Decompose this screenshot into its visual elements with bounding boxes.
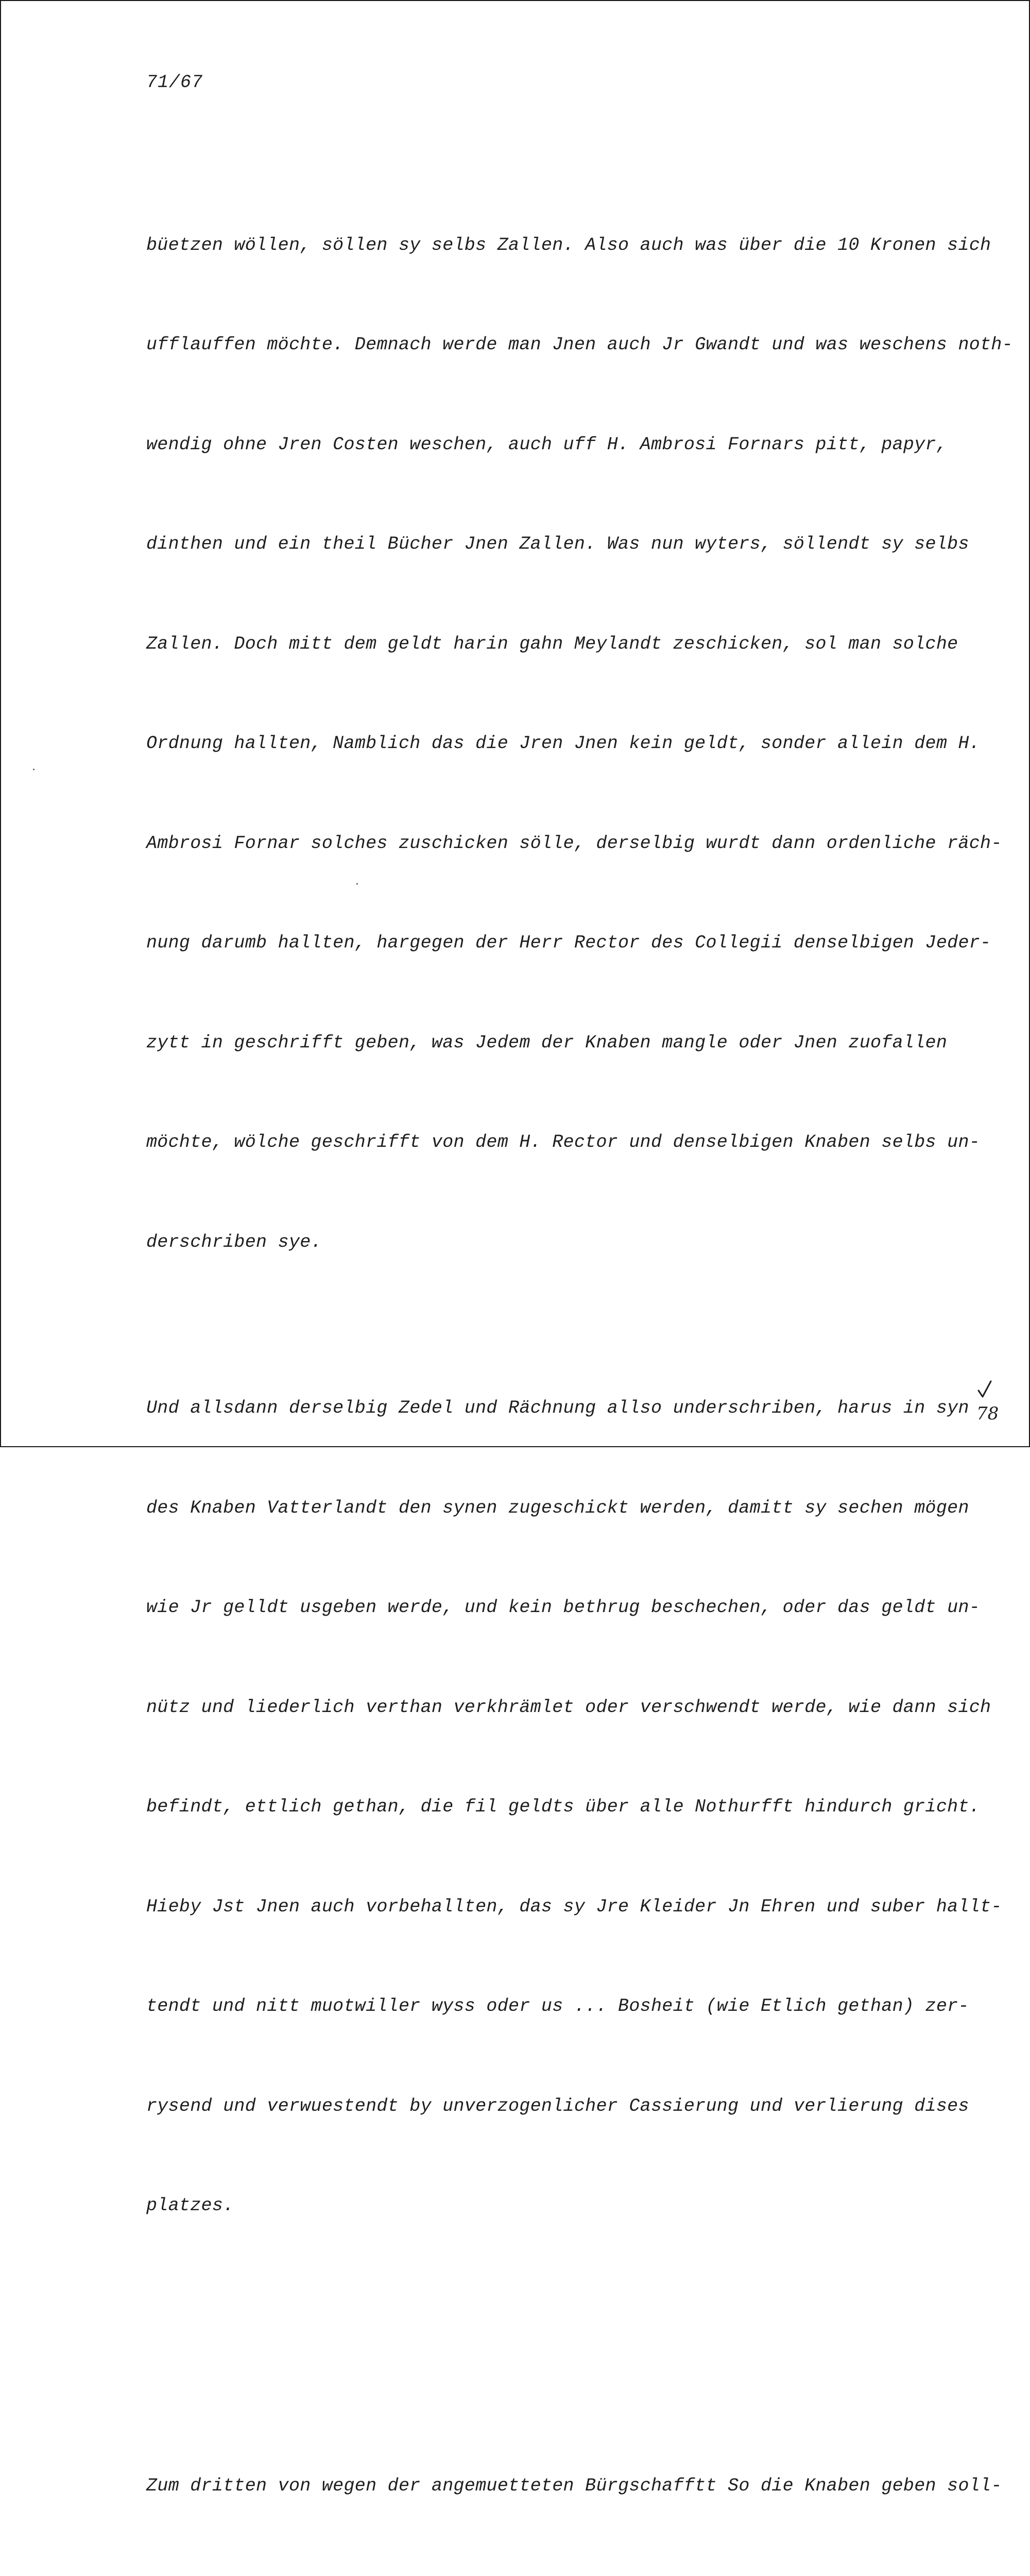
text-line: Ordnung hallten, Namblich das die Jren Jnen kein geldt, sonder allein dem H. (146, 727, 991, 760)
text-line: möchte, wölche geschrifft von dem H. Rector und denselbigen Knaben selbs un- (146, 1126, 991, 1159)
folio-number: 71/67 (146, 72, 203, 93)
text-line: nütz und liederlich verthan verkhrämlet oder verschwendt werde, wie dann sich (146, 1691, 991, 1724)
text-line: befindt, ettlich gethan, die fil geldts über alle Nothurfft hindurch gricht. (146, 1790, 991, 1824)
text-line: dinthen und ein theil Bücher Jnen Zallen. Was nun wyters, söllendt sy selbs (146, 528, 991, 561)
text-line: nung darumb hallten, hargegen der Herr Rector des Collegii denselbigen Jeder- (146, 926, 991, 960)
text-line: Zallen. Doch mitt dem geldt harin gahn Meylandt zeschicken, sol man solche (146, 628, 991, 661)
text-line: Zum dritten von wegen der angemuetteten Bürgschafftt So die Knaben geben soll- (146, 2469, 991, 2503)
body-text (146, 129, 991, 2576)
marginal-note (971, 1379, 1002, 1426)
paragraph-gap (146, 2322, 991, 2336)
text-line: rysend und verwuestendt by unverzogenlicher Cassierung und verlierung dises (146, 2090, 991, 2123)
text-line: Hieby Jst Jnen auch vorbehallten, das sy Jre Kleider Jn Ehren und suber hallt- (146, 1890, 991, 1924)
text-line: wie Jr gelldt usgeben werde, und kein bethrug beschechen, oder das geldt un- (146, 1591, 991, 1624)
text-line: wendig ohne Jren Costen weschen, auch uff H. Ambrosi Fornars pitt, papyr, (146, 428, 991, 462)
scan-speck (33, 769, 35, 770)
text-line: platzes. (146, 2189, 991, 2223)
text-line: derschriben sye. (146, 1226, 991, 1259)
checkmark-icon (971, 1379, 1002, 1426)
text-line: tendt und nitt muotwiller wyss oder us ... Bosheit (wie Etlich gethan) zer- (146, 1990, 991, 2023)
text-line (146, 2569, 991, 2576)
scan-speck (356, 883, 358, 885)
marginal-number: 78 (976, 1403, 999, 1424)
text-line: zytt in geschrifft geben, was Jedem der Knaben mangle oder Jnen zuofallen (146, 1026, 991, 1060)
text-line: Ambrosi Fornar solches zuschicken sölle, derselbig wurdt dann ordenliche räch- (146, 827, 991, 860)
text-line: Und allsdann derselbig Zedel und Rächnung allso underschriben, harus in syn (146, 1392, 991, 1425)
text-line: büetzen wöllen, söllen sy selbs Zallen. Also auch was über die 10 Kronen sich (146, 229, 991, 262)
text-line: des Knaben Vatterlandt den synen zugeschickt werden, damitt sy sechen mögen (146, 1492, 991, 1525)
text-line: ufflauffen möchte. Demnach werde man Jnen auch Jr Gwandt und was weschens noth- (146, 328, 991, 362)
